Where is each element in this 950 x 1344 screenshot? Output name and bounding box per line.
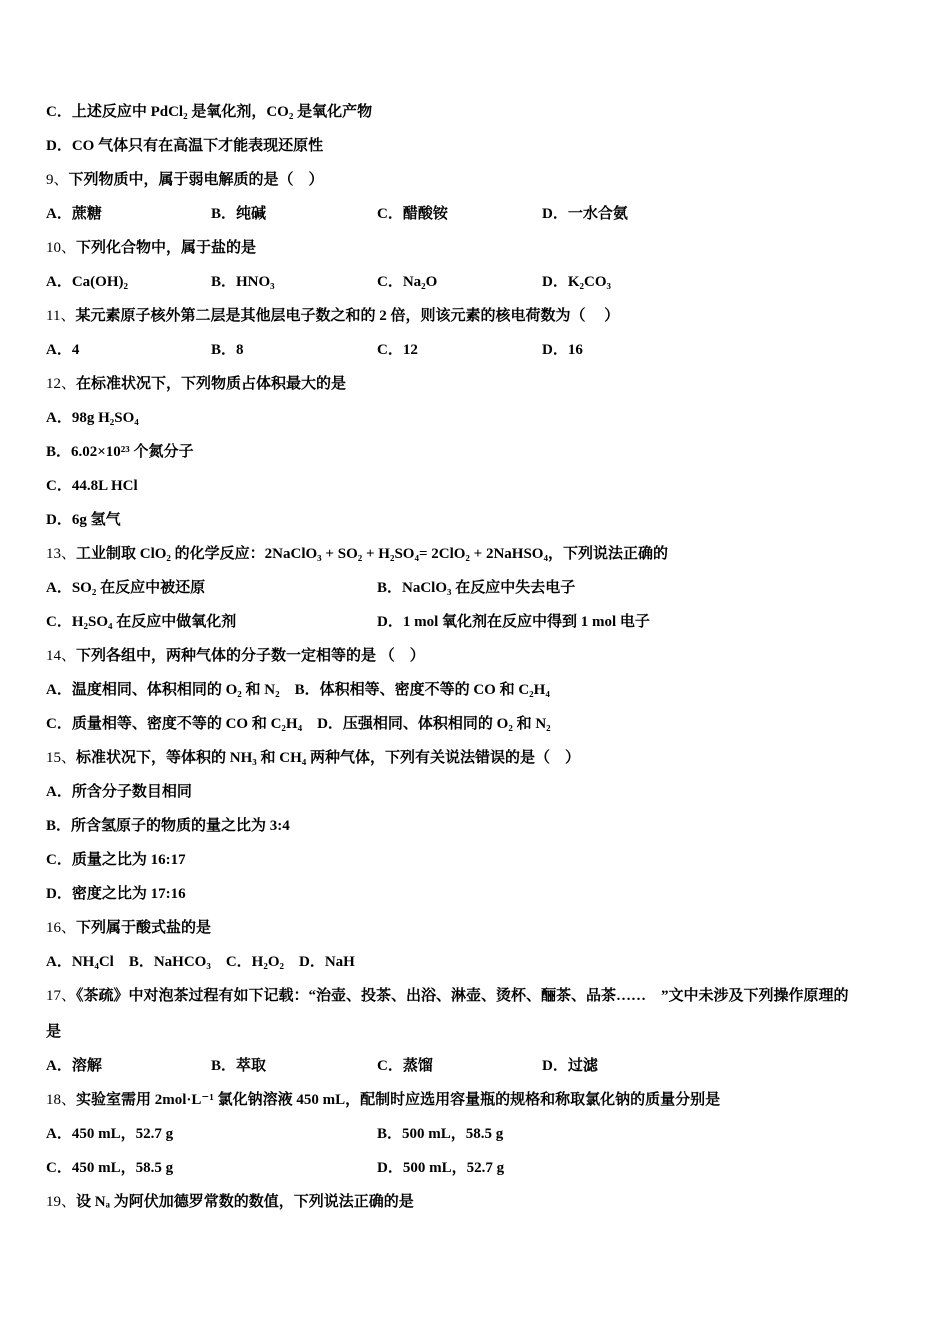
question-number: 13、 [46, 546, 77, 562]
option-text: C．质量相等、密度不等的 CO 和 C₂H₄ D．压强相同、体积相同的 O₂ 和 N₂ [46, 716, 551, 732]
option-text: C．Na₂O [377, 274, 438, 290]
question-text: 某元素原子核外第二层是其他层电子数之和的 2 倍，则该元素的核电荷数为（ ） [75, 308, 620, 324]
question-text: 设 Nₐ 为阿伏加德罗常数的数值，下列说法正确的是 [76, 1194, 414, 1210]
option-text: D．CO 气体只有在高温下才能表现还原性 [46, 138, 324, 154]
question-text: 《茶疏》中对泡茶过程有如下记载：“治壶、投茶、出浴、淋壶、烫杯、酾茶、品茶…… ”文中未涉及下列操作原理的 [76, 988, 849, 1004]
question-stem [46, 646, 425, 666]
option-text: C．450 mL，58.5 g [46, 1160, 174, 1176]
option-text: A．溶解 [46, 1058, 102, 1074]
option-text: B．所含氢原子的物质的量之比为 3:4 [46, 818, 290, 834]
option-text: B．8 [211, 342, 244, 358]
option-text: C．12 [377, 342, 418, 358]
option-text: A．SO₂ 在反应中被还原 [46, 580, 206, 596]
option-text: B．6.02×10²³ 个氮分子 [46, 444, 194, 460]
option-text: B．HNO₃ [211, 274, 275, 290]
question-stem [46, 306, 619, 326]
option-text: A．温度相同、体积相同的 O₂ 和 N₂ B．体积相等、密度不等的 CO 和 C₂H₄ [46, 682, 550, 698]
option-text: B．NaClO₃ 在反应中失去电子 [377, 580, 576, 596]
question-number: 11、 [46, 308, 76, 324]
option-text: A．蔗糖 [46, 206, 102, 222]
option-text: D．密度之比为 17:16 [46, 886, 186, 902]
option-text: C．上述反应中 PdCl₂ 是氧化剂，CO₂ 是氧化产物 [46, 104, 373, 120]
question-stem [46, 748, 580, 768]
question-number: 12、 [46, 376, 77, 392]
question-text: 实验室需用 2mol·L⁻¹ 氯化钠溶液 450 mL，配制时应选用容量瓶的规格和称取氯化钠的质量分别是 [76, 1092, 721, 1108]
question-number: 17、 [46, 988, 77, 1004]
option-text: A．450 mL，52.7 g [46, 1126, 174, 1142]
option-text: B．纯碱 [211, 206, 267, 222]
question-number: 19、 [46, 1194, 77, 1210]
option-text: A．4 [46, 342, 80, 358]
option-text: 是 [46, 1024, 62, 1040]
option-text: A．Ca(OH)₂ [46, 274, 128, 290]
question-stem [46, 1192, 414, 1212]
option-text: D．500 mL，52.7 g [377, 1160, 505, 1176]
option-text: D．6g 氢气 [46, 512, 121, 528]
question-text: 下列物质中，属于弱电解质的是（ ） [68, 172, 324, 188]
option-text: C．质量之比为 16:17 [46, 852, 186, 868]
question-text: 在标准状况下，下列物质占体积最大的是 [76, 376, 347, 392]
option-text: C．44.8L HCl [46, 478, 138, 494]
question-stem [46, 544, 668, 564]
option-text: D．16 [542, 342, 583, 358]
option-text: D．一水合氨 [542, 206, 628, 222]
question-stem [46, 238, 256, 258]
option-text: A．98g H₂SO₄ [46, 410, 139, 426]
question-text: 下列属于酸式盐的是 [76, 920, 212, 936]
option-text: B．500 mL，58.5 g [377, 1126, 504, 1142]
question-text: 下列化合物中，属于盐的是 [76, 240, 257, 256]
option-text: C．醋酸铵 [377, 206, 448, 222]
question-number: 14、 [46, 648, 77, 664]
question-stem [46, 1090, 720, 1110]
question-text: 下列各组中，两种气体的分子数一定相等的是 （ ） [76, 648, 425, 664]
question-text: 标准状况下，等体积的 NH₃ 和 CH₄ 两种气体，下列有关说法错误的是（ ） [76, 750, 581, 766]
question-stem [46, 918, 211, 938]
option-text: D．过滤 [542, 1058, 598, 1074]
option-text: C．蒸馏 [377, 1058, 433, 1074]
option-text: A．NH₄Cl B．NaHCO₃ C．H₂O₂ D．NaH [46, 954, 355, 970]
question-stem [46, 374, 346, 394]
question-stem [46, 986, 849, 1006]
question-text: 工业制取 ClO₂ 的化学反应：2NaClO₃ + SO₂ + H₂SO₄= 2ClO₂ + 2NaHSO₄，下列说法正确的 [76, 546, 668, 562]
option-text: D．1 mol 氧化剂在反应中得到 1 mol 电子 [377, 614, 650, 630]
option-text: C．H₂SO₄ 在反应中做氧化剂 [46, 614, 237, 630]
option-text: B．萃取 [211, 1058, 267, 1074]
option-text: D．K₂CO₃ [542, 274, 611, 290]
question-number: 16、 [46, 920, 77, 936]
question-number: 10、 [46, 240, 77, 256]
option-text: A．所含分子数目相同 [46, 784, 192, 800]
question-number: 18、 [46, 1092, 77, 1108]
question-number: 9、 [46, 172, 69, 188]
question-number: 15、 [46, 750, 77, 766]
question-stem [46, 170, 324, 190]
